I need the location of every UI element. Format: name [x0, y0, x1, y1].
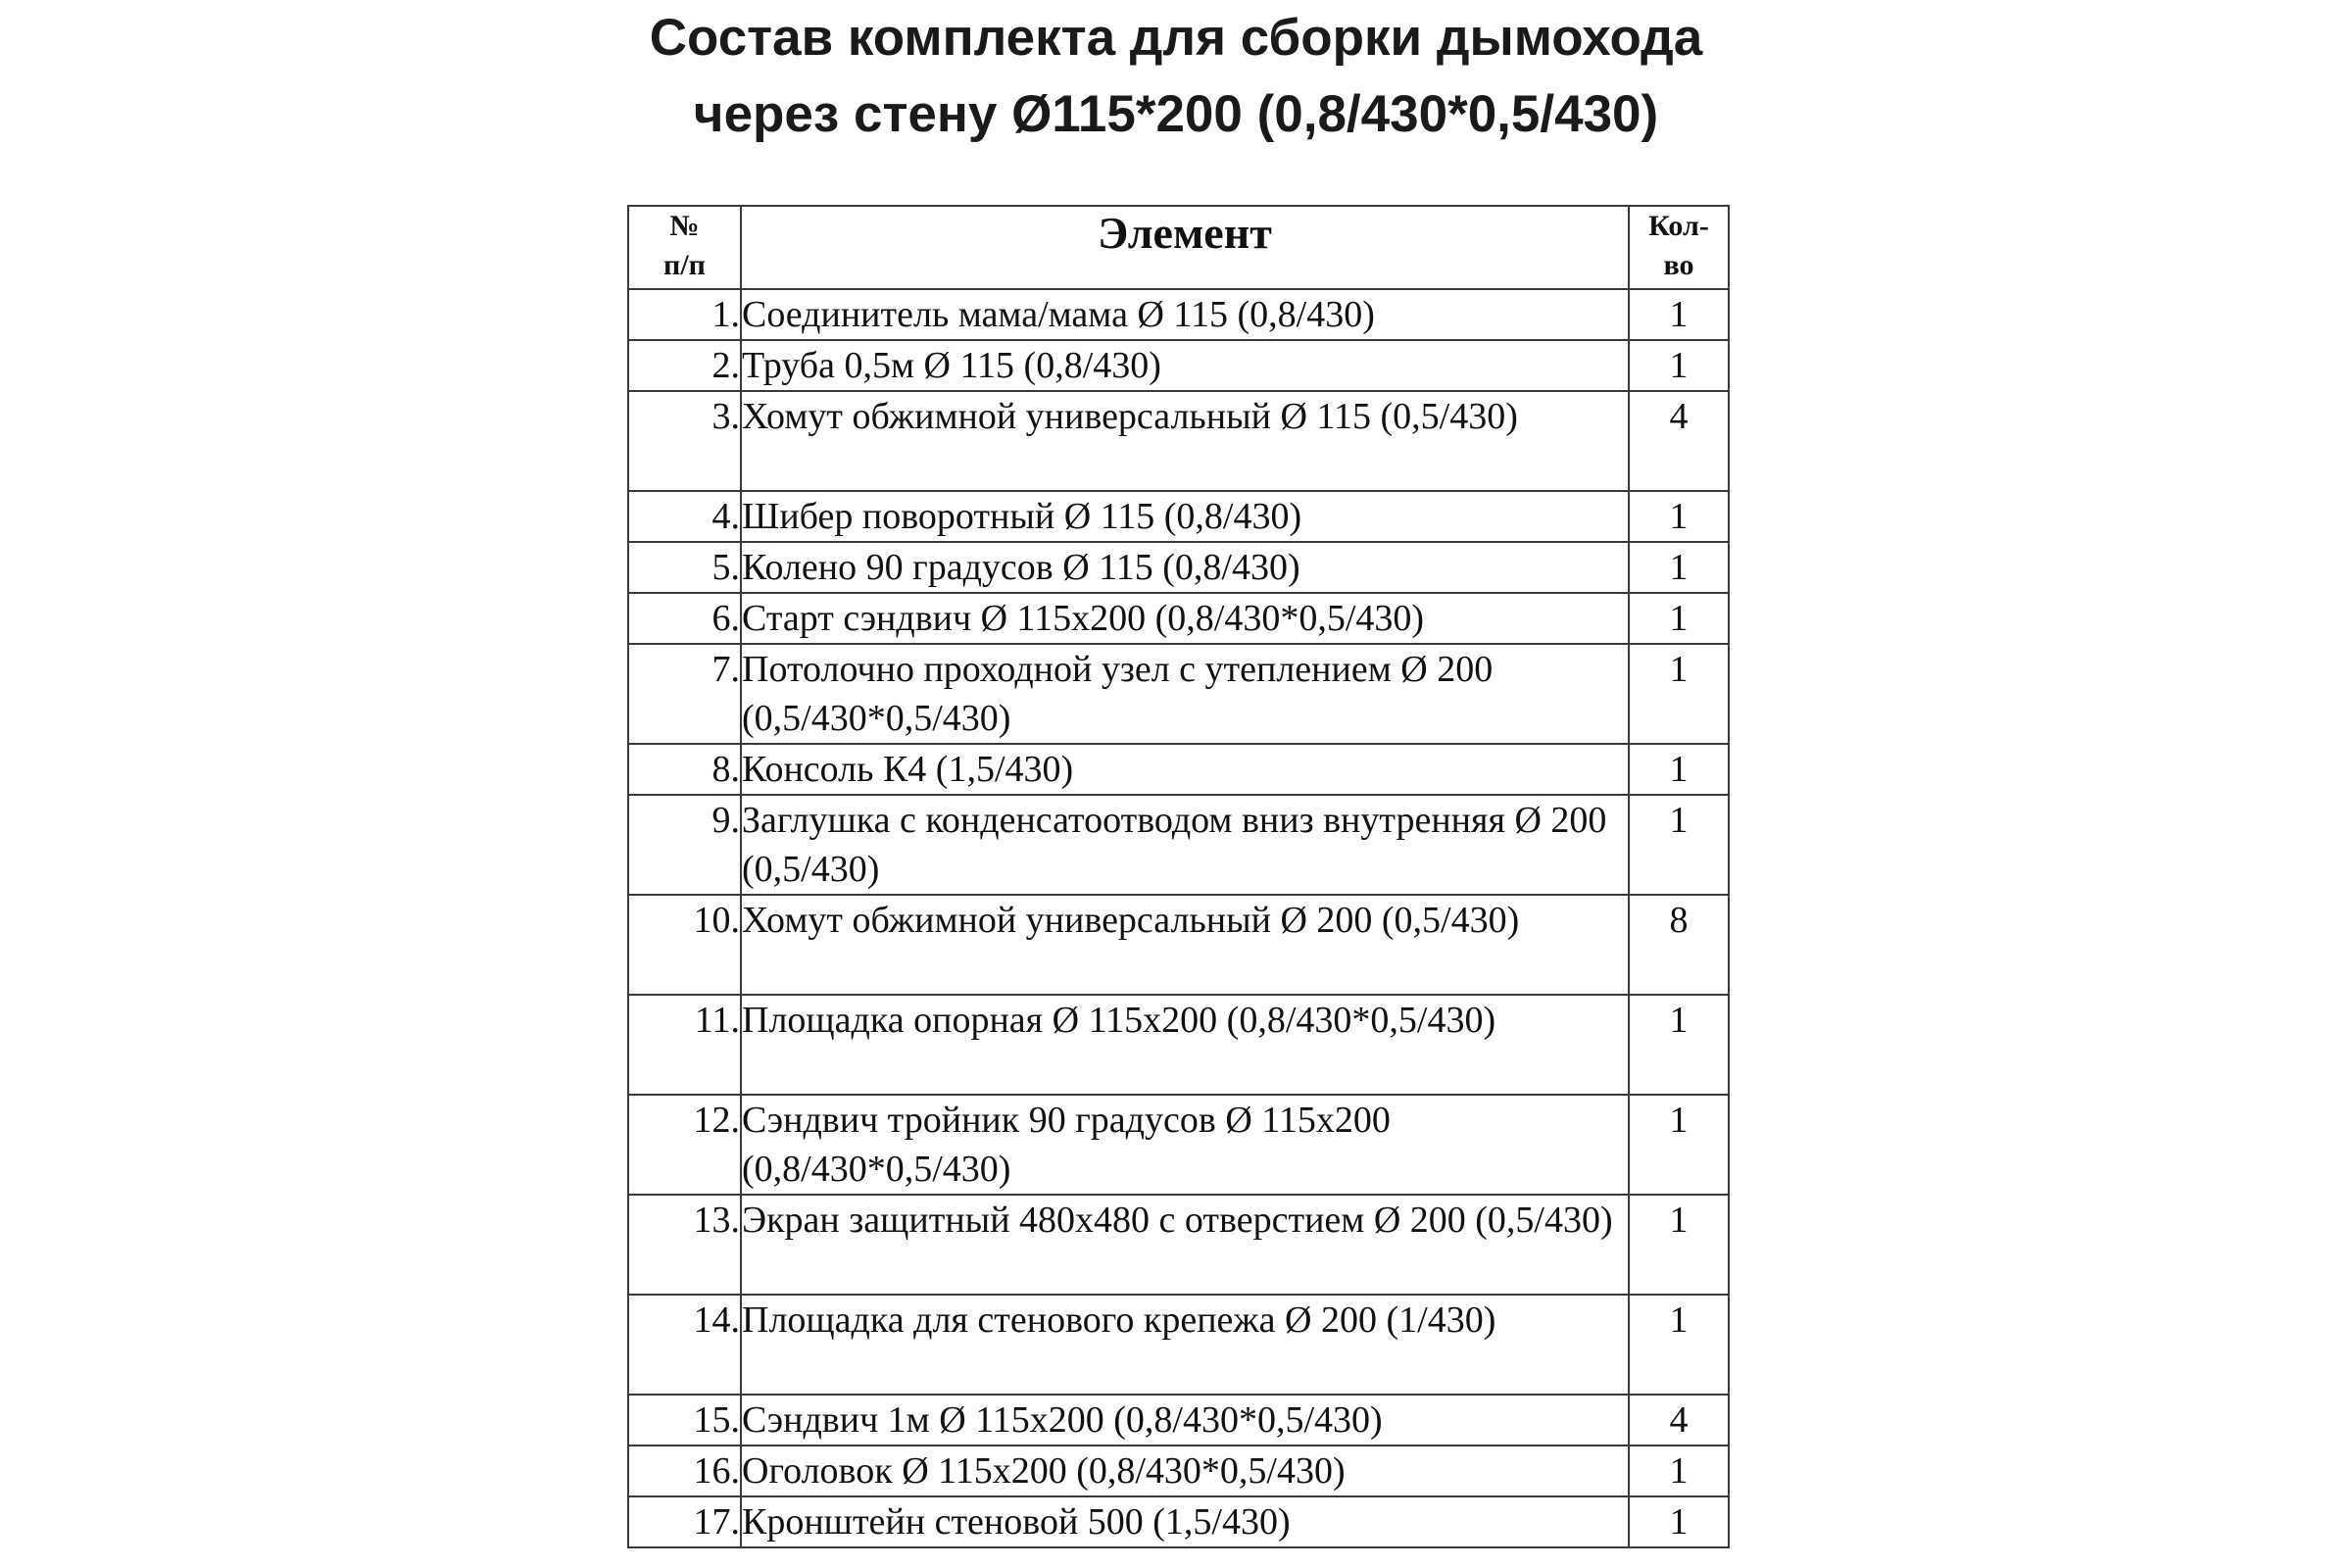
header-quantity-line-2: во [1663, 249, 1694, 281]
header-quantity [1629, 206, 1729, 289]
row-number: 16. [628, 1446, 741, 1496]
row-number: 2. [628, 340, 741, 391]
row-quantity: 1 [1629, 644, 1729, 744]
row-quantity: 1 [1629, 1496, 1729, 1547]
table-header-row [628, 206, 1729, 289]
row-number: 13. [628, 1195, 741, 1295]
row-number: 8. [628, 744, 741, 795]
row-element: Старт сэндвич Ø 115х200 (0,8/430*0,5/430) [741, 593, 1629, 644]
page-title-line-1: Состав комплекта для сборки дымохода [649, 9, 1703, 67]
row-element: Хомут обжимной универсальный Ø 200 (0,5/430) [741, 895, 1629, 995]
page-title-line-2: через стену Ø115*200 (0,8/430*0,5/430) [693, 85, 1659, 143]
row-number: 1. [628, 289, 741, 340]
table-row [628, 1295, 1729, 1395]
row-quantity: 1 [1629, 795, 1729, 895]
row-quantity: 1 [1629, 1295, 1729, 1395]
row-element: Шибер поворотный Ø 115 (0,8/430) [741, 491, 1629, 542]
header-number-line-2: п/п [663, 249, 706, 281]
table-row [628, 995, 1729, 1095]
header-element: Элемент [741, 206, 1629, 289]
row-number: 3. [628, 391, 741, 491]
row-element: Консоль К4 (1,5/430) [741, 744, 1629, 795]
row-quantity: 4 [1629, 1395, 1729, 1446]
row-quantity: 1 [1629, 289, 1729, 340]
row-number: 10. [628, 895, 741, 995]
table-row [628, 391, 1729, 491]
row-quantity: 1 [1629, 491, 1729, 542]
row-element: Сэндвич тройник 90 градусов Ø 115х200 (0,8/430*0,5/430) [741, 1095, 1629, 1195]
row-element: Кронштейн стеновой 500 (1,5/430) [741, 1496, 1629, 1547]
table-row [628, 795, 1729, 895]
row-element: Потолочно проходной узел с утеплением Ø 200 (0,5/430*0,5/430) [741, 644, 1629, 744]
table-row [628, 491, 1729, 542]
kit-components-table [627, 205, 1730, 1548]
row-number: 14. [628, 1295, 741, 1395]
table-row [628, 1446, 1729, 1496]
row-number: 9. [628, 795, 741, 895]
row-element: Площадка опорная Ø 115х200 (0,8/430*0,5/430) [741, 995, 1629, 1095]
table-row [628, 644, 1729, 744]
table-row [628, 1496, 1729, 1547]
table-row [628, 1395, 1729, 1446]
row-quantity: 1 [1629, 1446, 1729, 1496]
row-quantity: 1 [1629, 995, 1729, 1095]
row-element: Колено 90 градусов Ø 115 (0,8/430) [741, 542, 1629, 593]
table-row [628, 593, 1729, 644]
row-number: 12. [628, 1095, 741, 1195]
table-row [628, 542, 1729, 593]
row-quantity: 8 [1629, 895, 1729, 995]
row-number: 11. [628, 995, 741, 1095]
table-row [628, 340, 1729, 391]
row-element: Заглушка с конденсатоотводом вниз внутренняя Ø 200 (0,5/430) [741, 795, 1629, 895]
row-element: Соединитель мама/мама Ø 115 (0,8/430) [741, 289, 1629, 340]
row-number: 17. [628, 1496, 741, 1547]
row-number: 6. [628, 593, 741, 644]
kit-table-container [627, 205, 1728, 1548]
row-quantity: 1 [1629, 1195, 1729, 1295]
row-element: Оголовок Ø 115х200 (0,8/430*0,5/430) [741, 1446, 1629, 1496]
row-element: Хомут обжимной универсальный Ø 115 (0,5/430) [741, 391, 1629, 491]
table-row [628, 1095, 1729, 1195]
row-quantity: 4 [1629, 391, 1729, 491]
row-number: 5. [628, 542, 741, 593]
header-number-line-1: № [669, 210, 700, 242]
row-element: Экран защитный 480х480 с отверстием Ø 200 (0,5/430) [741, 1195, 1629, 1295]
row-quantity: 1 [1629, 593, 1729, 644]
row-quantity: 1 [1629, 542, 1729, 593]
row-quantity: 1 [1629, 1095, 1729, 1195]
row-number: 15. [628, 1395, 741, 1446]
row-element: Труба 0,5м Ø 115 (0,8/430) [741, 340, 1629, 391]
row-quantity: 1 [1629, 744, 1729, 795]
row-quantity: 1 [1629, 340, 1729, 391]
page-title [0, 0, 2352, 153]
table-row [628, 744, 1729, 795]
table-row [628, 895, 1729, 995]
row-number: 7. [628, 644, 741, 744]
row-element: Сэндвич 1м Ø 115х200 (0,8/430*0,5/430) [741, 1395, 1629, 1446]
row-element: Площадка для стенового крепежа Ø 200 (1/430) [741, 1295, 1629, 1395]
header-number [628, 206, 741, 289]
row-number: 4. [628, 491, 741, 542]
table-row [628, 1195, 1729, 1295]
header-quantity-line-1: Кол- [1648, 210, 1709, 242]
table-row [628, 289, 1729, 340]
